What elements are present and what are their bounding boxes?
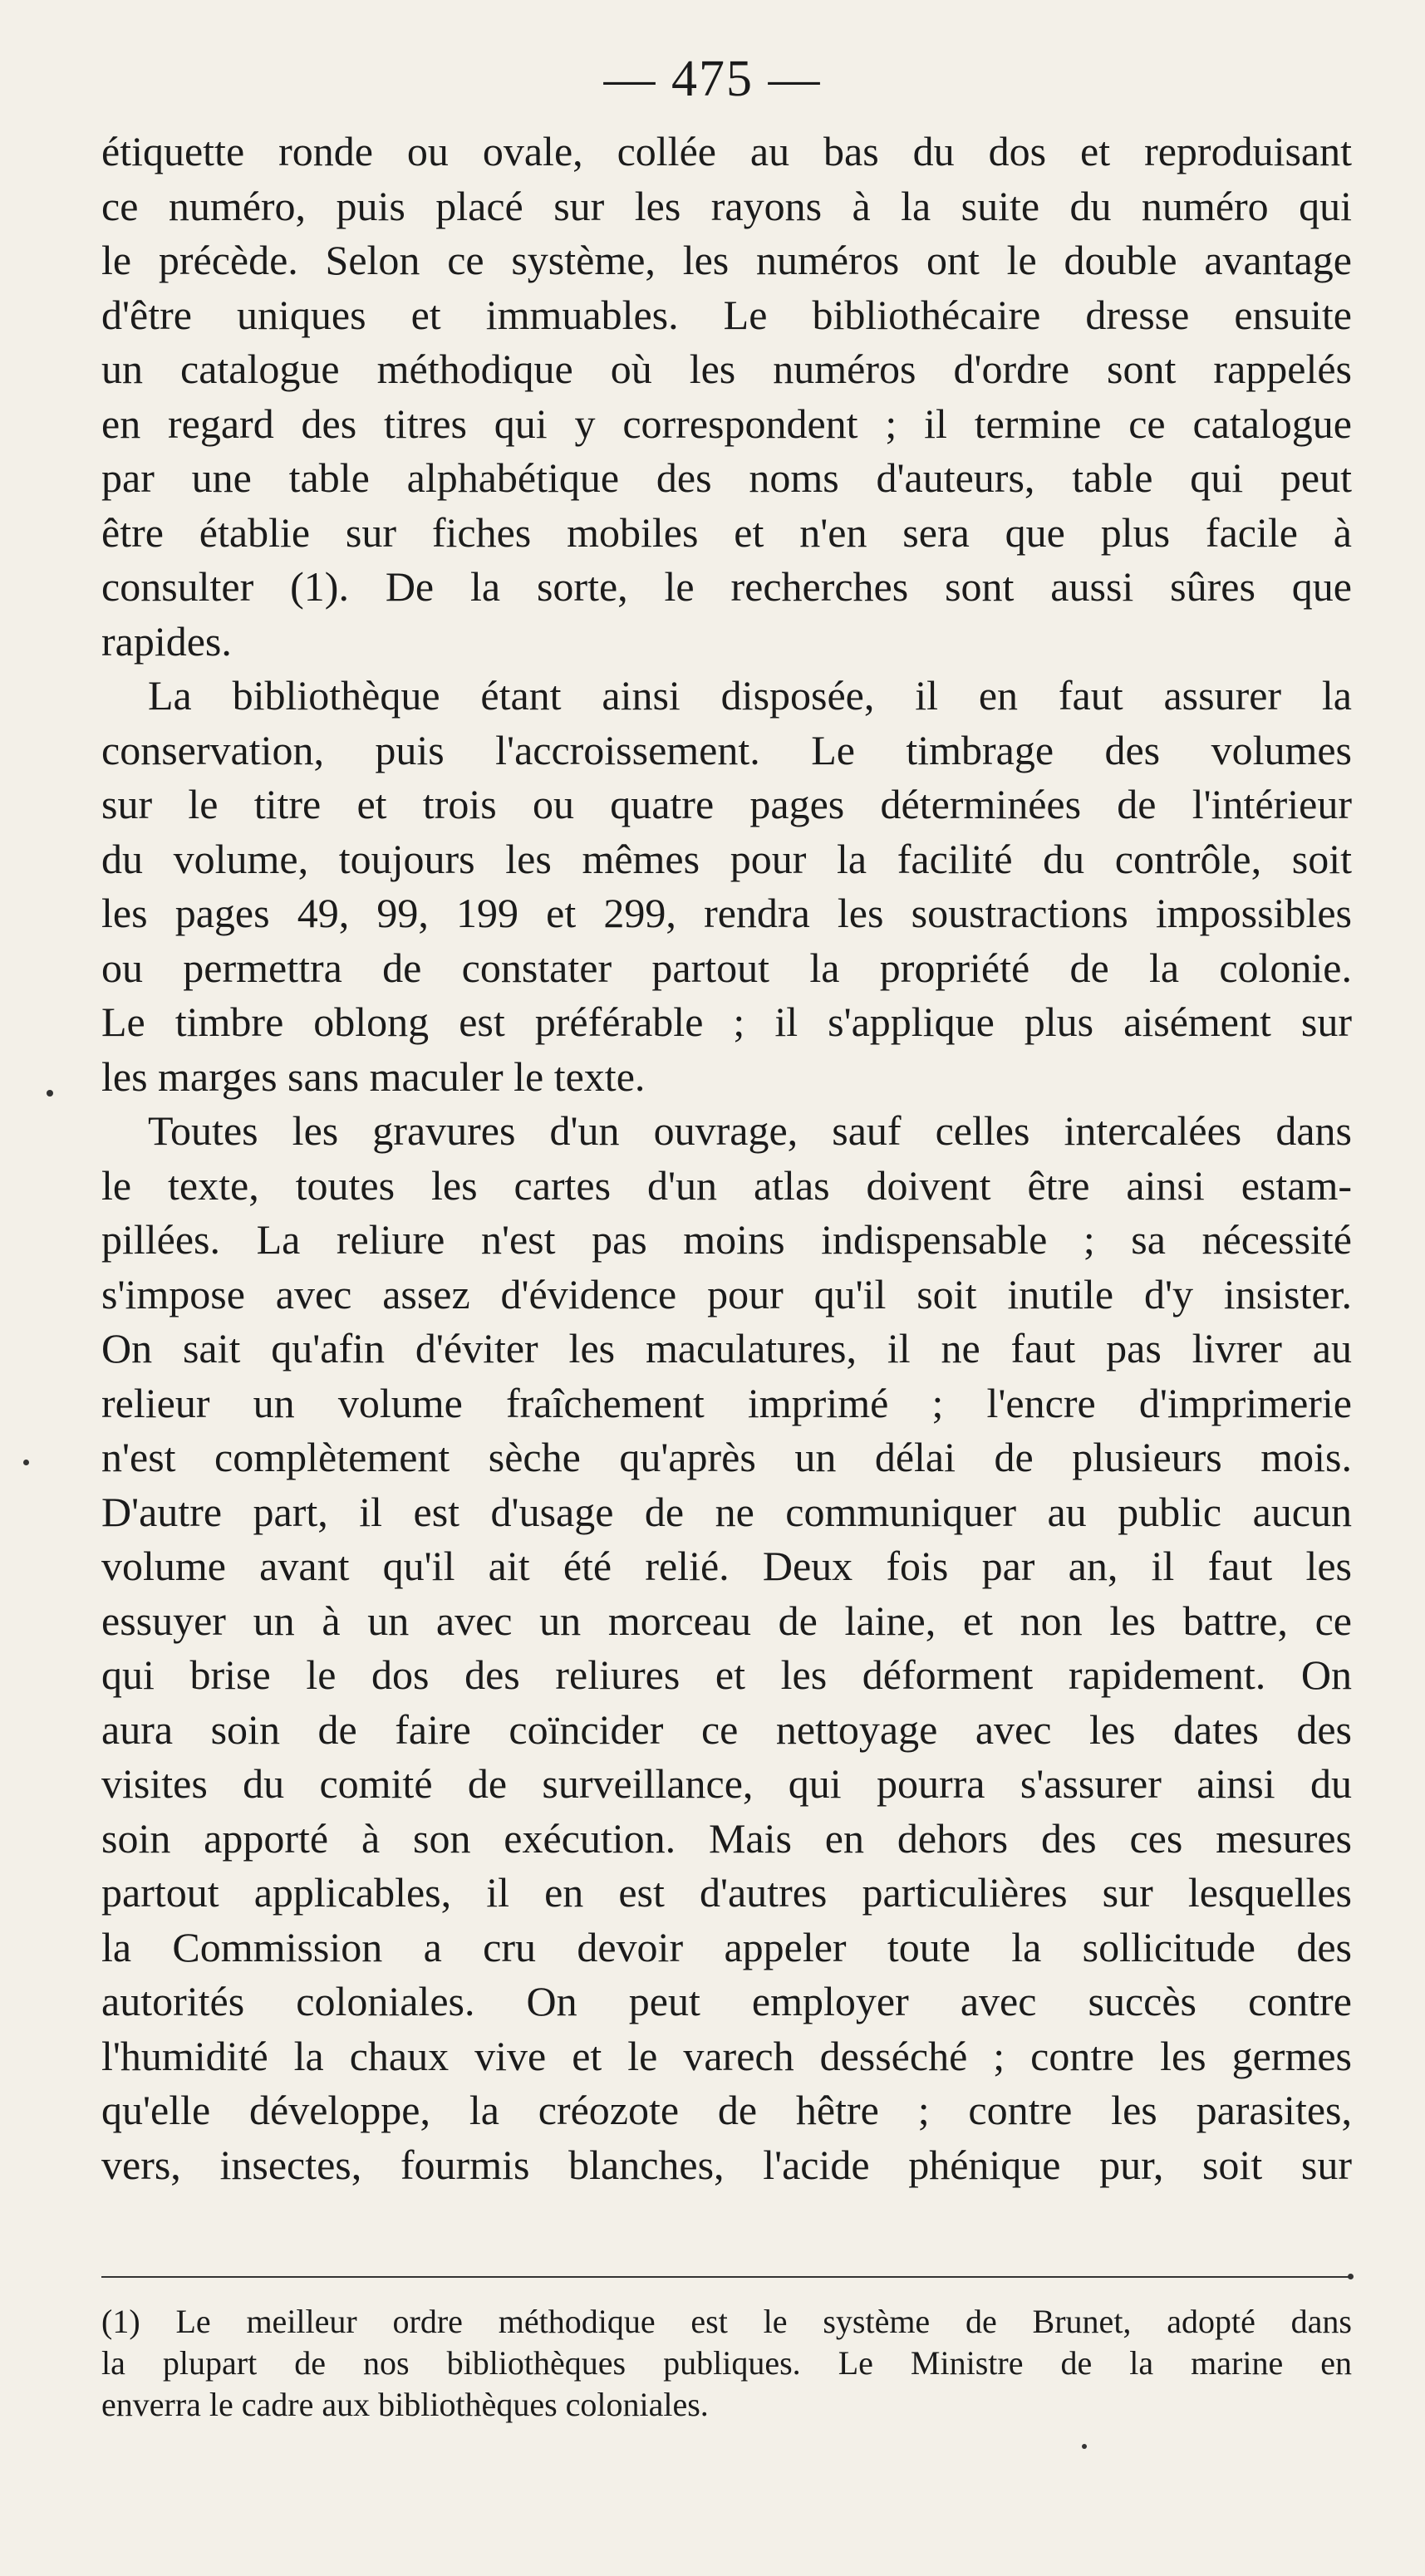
- text-line: consulter (1). De la sorte, le recherches sont aussi sûres que: [101, 563, 1352, 610]
- text-line: visites du comité de surveillance, qui pourra s'assurer ainsi du: [101, 1760, 1352, 1807]
- text-line: le texte, toutes les cartes d'un atlas doivent être ainsi estam-: [101, 1161, 1352, 1209]
- text-line: n'est complètement sèche qu'après un délai de plusieurs mois.: [101, 1434, 1352, 1480]
- text-line: étiquette ronde ou ovale, collée au bas du dos et reproduisant: [101, 128, 1352, 174]
- text-line: relieur un volume fraîchement imprimé ; l'encre d'imprimerie: [101, 1379, 1352, 1426]
- text-line: vers, insectes, fourmis blanches, l'acide phénique pur, soit sur: [101, 2141, 1352, 2188]
- footnote-line: (1) Le meilleur ordre méthodique est le système de Brunet, adopté dans: [101, 2303, 1352, 2340]
- footnote-line: la plupart de nos bibliothèques publiques. Le Ministre de la marine en: [101, 2344, 1352, 2382]
- text-line: par une table alphabétique des noms d'auteurs, table qui peut: [101, 454, 1352, 501]
- ink-speck: [1082, 2444, 1087, 2449]
- body-text: [101, 125, 1352, 2192]
- text-line: les pages 49, 99, 199 et 299, rendra les soustractions impossibles: [101, 890, 1352, 936]
- page-number: — 475 —: [603, 51, 822, 107]
- text-line: autorités coloniales. On peut employer avec succès contre: [101, 1978, 1352, 2024]
- ink-speck: [47, 1090, 53, 1097]
- text-line: essuyer un à un avec un morceau de laine, et non les battre, ce: [101, 1597, 1352, 1644]
- text-line: volume avant qu'il ait été relié. Deux fois par an, il faut les: [101, 1543, 1352, 1589]
- text-line: le précède. Selon ce système, les numéros ont le double avantage: [101, 237, 1352, 283]
- footnote: [101, 2301, 1352, 2426]
- paragraph-start-line: Toutes les gravures d'un ouvrage, sauf celles intercalées dans: [148, 1107, 1352, 1154]
- text-line: du volume, toujours les mêmes pour la facilité du contrôle, soit: [101, 835, 1352, 882]
- text-line: ou permettra de constater partout la propriété de la colonie.: [101, 944, 1352, 991]
- text-line: conservation, puis l'accroissement. Le timbrage des volumes: [101, 726, 1352, 773]
- text-line: ce numéro, puis placé sur les rayons à la suite du numéro qui: [101, 182, 1352, 229]
- text-line: qui brise le dos des reliures et les déforment rapidement. On: [101, 1651, 1352, 1698]
- text-line: la Commission a cru devoir appeler toute la sollicitude des: [101, 1923, 1352, 1970]
- footnote-line: enverra le cadre aux bibliothèques coloniales.: [101, 2386, 709, 2423]
- text-line: pillées. La reliure n'est pas moins indispensable ; sa nécessité: [101, 1216, 1352, 1263]
- text-line: être établie sur fiches mobiles et n'en sera que plus facile à: [101, 508, 1352, 556]
- text-line: en regard des titres qui y correspondent ; il termine ce catalogue: [101, 400, 1352, 447]
- text-line: s'impose avec assez d'évidence pour qu'il soit inutile d'y insister.: [101, 1270, 1352, 1317]
- text-line: partout applicables, il en est d'autres particulières sur lesquelles: [101, 1869, 1352, 1916]
- text-line: qu'elle développe, la créozote de hêtre ; contre les parasites,: [101, 2087, 1352, 2133]
- paragraph-start-line: La bibliothèque étant ainsi disposée, il en faut assurer la: [148, 672, 1352, 719]
- text-line: l'humidité la chaux vive et le varech desséché ; contre les germes: [101, 2032, 1352, 2079]
- text-line: D'autre part, il est d'usage de ne communiquer au public aucun: [101, 1488, 1352, 1535]
- text-line: rapides.: [101, 617, 232, 665]
- text-line: soin apporté à son exécution. Mais en dehors des ces mesures: [101, 1814, 1352, 1862]
- text-line: aura soin de faire coïncider ce nettoyage avec les dates des: [101, 1705, 1352, 1753]
- text-line: un catalogue méthodique où les numéros d'ordre sont rappelés: [101, 346, 1352, 392]
- text-line: Le timbre oblong est préférable ; il s'applique plus aisément sur: [101, 999, 1352, 1045]
- text-line: les marges sans maculer le texte.: [101, 1052, 646, 1100]
- footnote-separator: [101, 2276, 1352, 2278]
- text-line: sur le titre et trois ou quatre pages déterminées de l'intérieur: [101, 781, 1352, 827]
- text-line: d'être uniques et immuables. Le bibliothécaire dresse ensuite: [101, 291, 1352, 338]
- ink-speck: [23, 1460, 29, 1465]
- text-line: On sait qu'afin d'éviter les maculatures, il ne faut pas livrer au: [101, 1325, 1352, 1371]
